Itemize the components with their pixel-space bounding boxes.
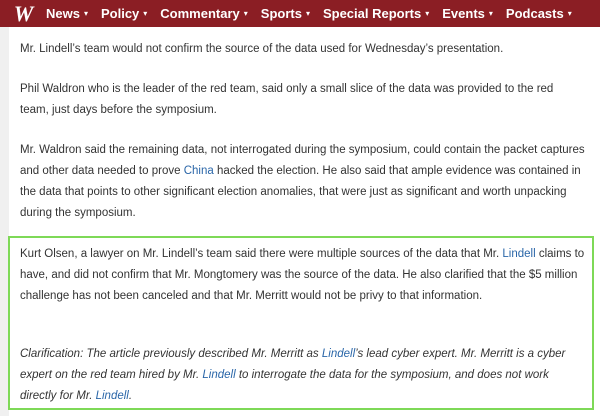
- text-run: to interrogate the data for the symposium, and does not work directly for Mr.: [20, 369, 549, 402]
- nav-item-special-reports[interactable]: [323, 6, 429, 21]
- text-run: hacked the election. He also said that ample evidence was contained in the data that points to other significant election anomalies, that were just as significant and worth unpacking during the symposium.: [20, 165, 581, 219]
- text-run: Kurt Olsen, a lawyer on Mr. Lindell’s team said there were multiple sources of the data that Mr.: [20, 248, 503, 260]
- chevron-down-icon: ▾: [425, 9, 430, 18]
- text-run: claims to have, and did not confirm that Mr. Mongtomery was the source of the data. He also clarified that the $5 million challenge has not been canceled and that Mr. Merritt would not be privy to that information.: [20, 248, 585, 302]
- chevron-down-icon: ▾: [305, 9, 310, 18]
- chevron-down-icon: ▾: [143, 9, 148, 18]
- nav-item-events[interactable]: [442, 6, 493, 21]
- nav-item-policy[interactable]: [101, 6, 147, 21]
- nav-item-podcasts[interactable]: [506, 6, 572, 21]
- text-run: .: [128, 390, 133, 402]
- text-run: ’s lead cyber expert. Mr. Merritt is a cyber expert on the red team hired by Mr.: [20, 348, 566, 381]
- link-lindell[interactable]: Lindell: [502, 248, 536, 260]
- text-run: Clarification: The article previously described Mr. Merritt as: [20, 348, 322, 360]
- nav-label: Policy: [100, 6, 140, 21]
- nav-label: News: [46, 6, 80, 21]
- nav-label: Events: [442, 6, 485, 21]
- nav-label: Podcasts: [505, 6, 564, 21]
- nav-item-sports[interactable]: [261, 6, 310, 21]
- link-lindell[interactable]: Lindell: [202, 369, 236, 381]
- paragraph-1: Mr. Lindell’s team would not confirm the source of the data used for Wednesday’s presentation.: [20, 43, 504, 55]
- paragraph-4: [20, 244, 585, 307]
- clarification-paragraph: [20, 344, 585, 407]
- nav-item-news[interactable]: [46, 6, 88, 21]
- nav-label: Commentary: [160, 6, 240, 21]
- nav-label: Sports: [260, 6, 302, 21]
- chevron-down-icon: ▾: [488, 9, 493, 18]
- nav-item-commentary[interactable]: [160, 6, 247, 21]
- chevron-down-icon: ▾: [243, 9, 248, 18]
- chevron-down-icon: ▾: [567, 9, 572, 18]
- chevron-down-icon: ▾: [83, 9, 88, 18]
- nav-label: Special Reports: [322, 6, 422, 21]
- link-lindell[interactable]: Lindell: [95, 390, 129, 402]
- paragraph-2: Phil Waldron who is the leader of the red team, said only a small slice of the data was provided to the red team, just days before the symposium.: [20, 83, 554, 116]
- site-logo[interactable]: W: [13, 0, 33, 26]
- link-lindell[interactable]: Lindell: [321, 348, 356, 360]
- text-run: Mr. Waldron said the remaining data, not interrogated during the symposium, could contain the packet captures and other data needed to prove: [20, 144, 585, 177]
- paragraph-3: [20, 140, 585, 224]
- link-china[interactable]: China: [183, 165, 214, 177]
- top-nav-bar: [0, 0, 600, 27]
